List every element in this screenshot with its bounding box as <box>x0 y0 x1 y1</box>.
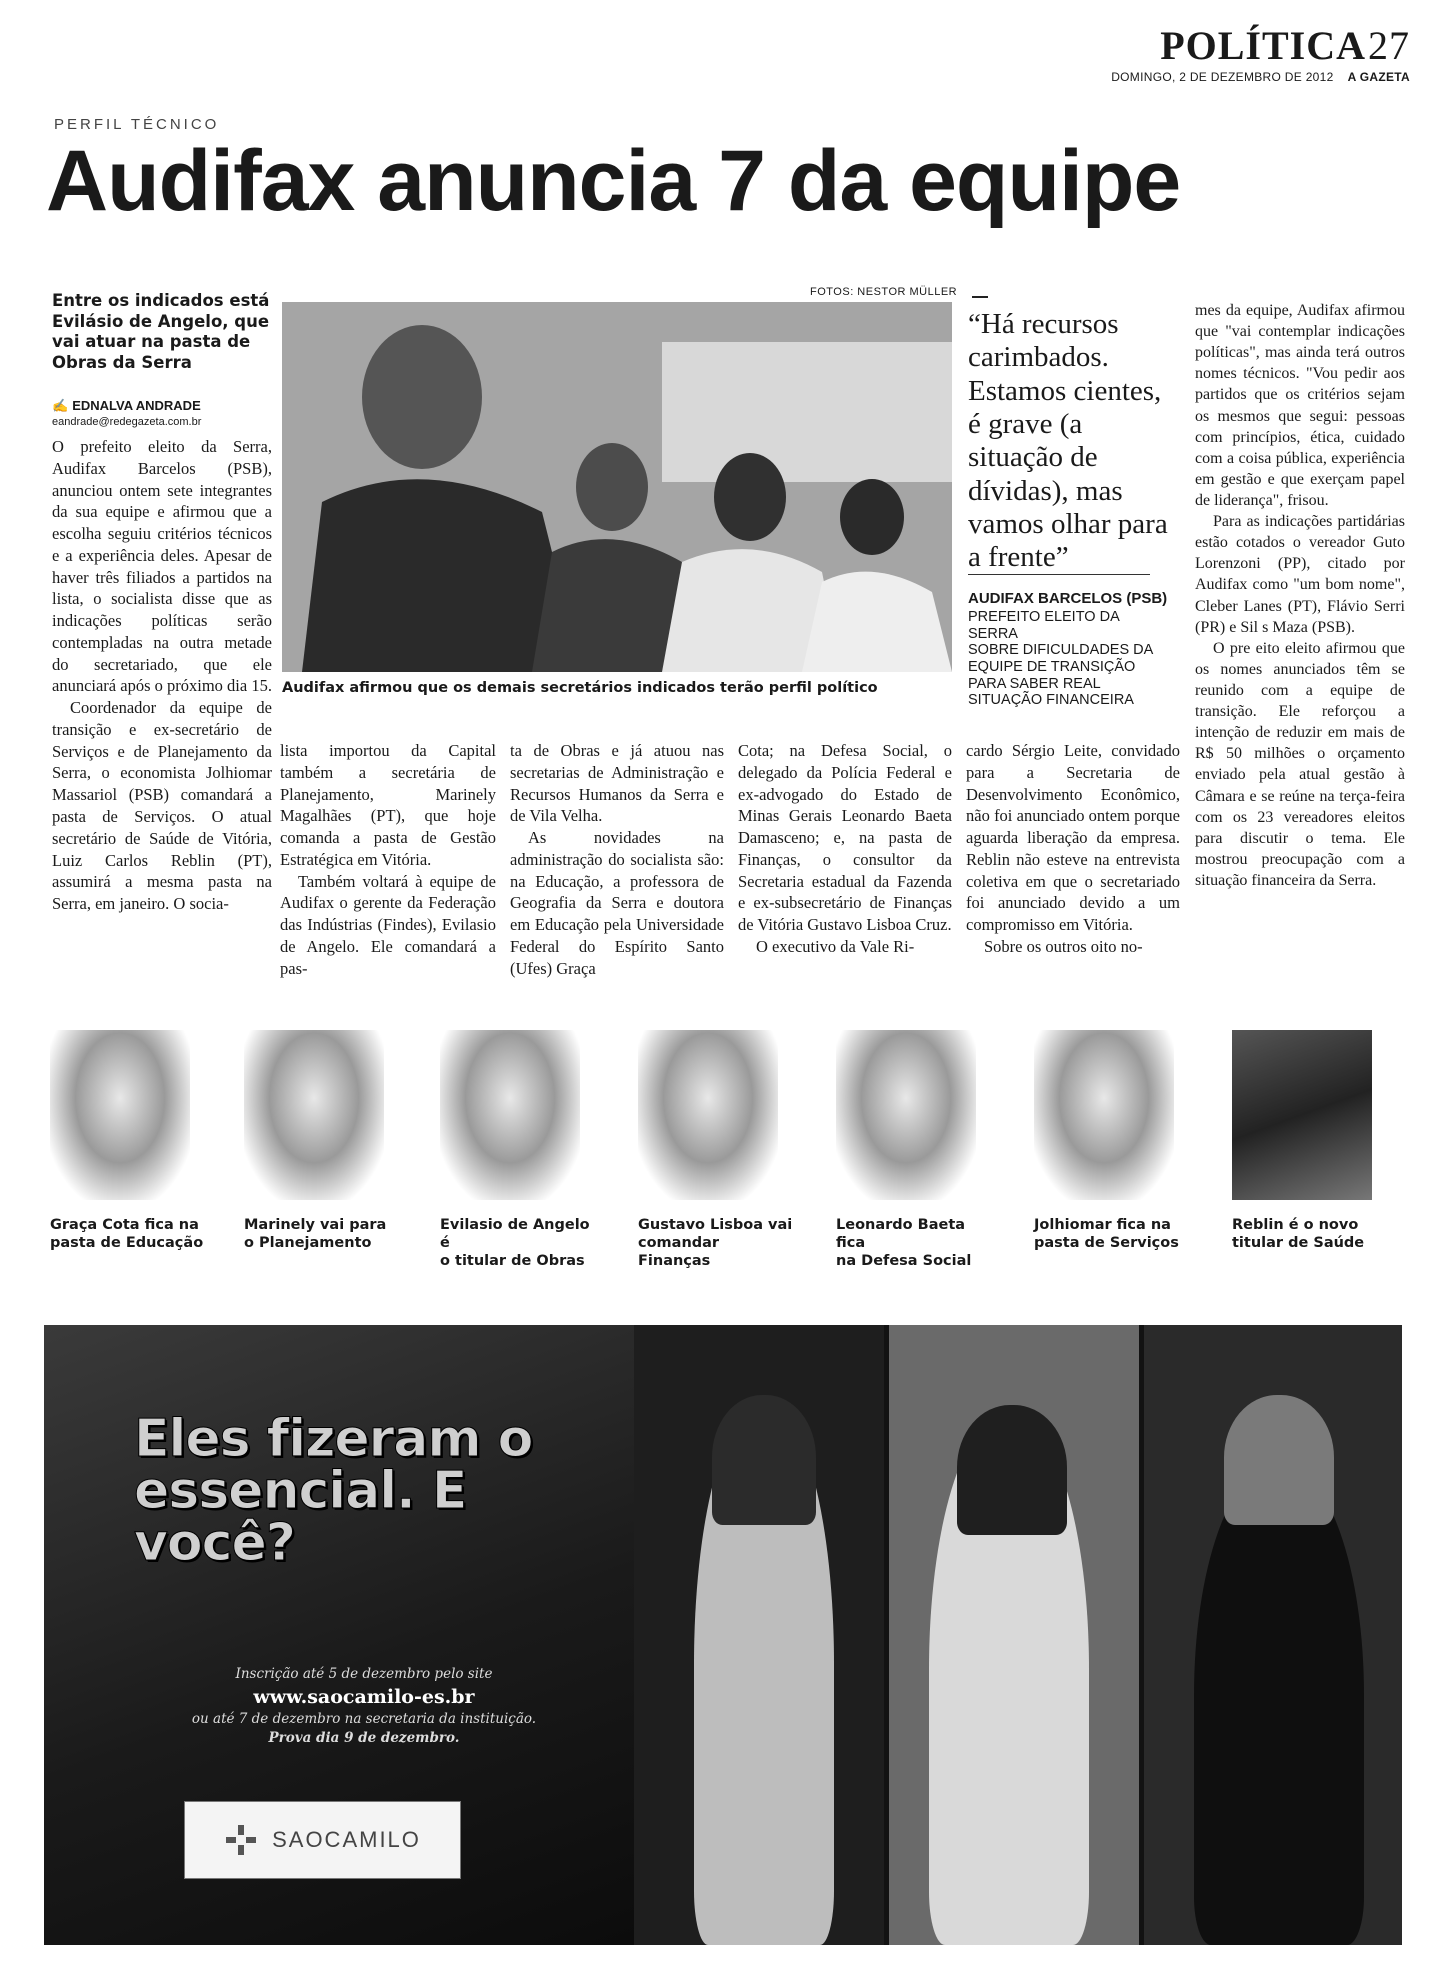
caption-line: Gustavo Lisboa vai <box>638 1217 793 1233</box>
quote-author: AUDIFAX BARCELOS (PSB) <box>968 590 1168 607</box>
ad-headline <box>134 1409 634 1573</box>
ad-info-line: Prova dia 9 de dezembro. <box>268 1730 460 1747</box>
ad-headline-line: Eles fizeram o <box>134 1409 533 1469</box>
caption-line: Jolhiomar fica na <box>1034 1217 1171 1233</box>
caption-line: Leonardo Baeta fica <box>836 1217 966 1252</box>
portrait-photo <box>50 1030 190 1200</box>
paragraph: lista importou da Capital também a secretária de Planejamento, Marinely Magalhães (PT), que hoje comanda a pasta de Gestão Estratégica em Vitória. <box>280 741 496 869</box>
paragraph: O pre eito eleito afirmou que os nomes anunciados têm se reunido com a equipe de transição. Ele reforçou a intenção de reduzir em mais de R$ 50 milhões o orçamento enviado pela atual gestão à Câmara e se reúne na terça-feira com os 23 vereadores eleitos para discutir o tema. Ele mostrou preocupação com a situação financeira da Serra. <box>1195 639 1405 889</box>
pull-quote: “Há recursos carimbados. Estamos cientes, é grave (a situação de dívidas), mas vamos olhar para a frente” <box>968 308 1168 574</box>
ad-headline-line: essencial. E você? <box>134 1461 467 1573</box>
portrait-caption <box>1232 1216 1390 1252</box>
ad-website-link[interactable]: www.saocamilo-es.br <box>253 1685 475 1708</box>
quote-context-line: EQUIPE DE TRANSIÇÃO <box>968 659 1136 676</box>
article-column-1 <box>52 436 272 915</box>
article-column-6 <box>1195 300 1405 891</box>
caption-line: titular de Saúde <box>1232 1235 1365 1252</box>
section-name: POLÍTICA <box>1160 23 1366 68</box>
quote-context-line: SITUAÇÃO FINANCEIRA <box>968 692 1134 709</box>
caption-line: na Defesa Social <box>836 1253 972 1270</box>
portrait-photo <box>440 1030 580 1200</box>
portrait-reblin <box>1232 1030 1390 1252</box>
dateline <box>1111 70 1410 84</box>
portrait-jolhiomar <box>1034 1030 1192 1252</box>
quote-context <box>968 609 1168 709</box>
portrait-photo <box>836 1030 976 1200</box>
portrait-evilasio <box>440 1030 598 1270</box>
ad-photo-2 <box>889 1325 1139 1945</box>
quote-divider <box>968 574 1150 575</box>
caption-line: Graça Cota fica na <box>50 1217 199 1233</box>
ad-photo-1 <box>634 1325 884 1945</box>
cross-logo-icon <box>224 1823 258 1857</box>
article-column-5 <box>966 740 1180 958</box>
portrait-graca-cota <box>50 1030 208 1252</box>
caption-line: comandar Finanças <box>638 1235 720 1270</box>
issue-date: DOMINGO, 2 DE DEZEMBRO DE 2012 <box>1111 70 1334 84</box>
page-number: 27 <box>1368 23 1410 68</box>
paragraph: cardo Sérgio Leite, convidado para a Secretaria de Desenvolvimento Econômico, não foi anunciado ontem porque aguarda liberação da empresa. Reblin não esteve na entrevista coletiva em que o secretariado foi anunciado devido a um compromisso em Vitória. <box>966 741 1180 935</box>
photo-credit: FOTOS: NESTOR MÜLLER <box>810 286 958 298</box>
portrait-caption <box>638 1216 796 1270</box>
caption-line: Marinely vai para <box>244 1217 387 1233</box>
portrait-photo <box>244 1030 384 1200</box>
caption-line: Reblin é o novo <box>1232 1217 1359 1233</box>
caption-line: Evilasio de Angelo é <box>440 1217 590 1252</box>
caption-line: pasta de Serviços <box>1034 1235 1179 1252</box>
author-email: eandrade@redegazeta.com.br <box>52 416 202 428</box>
ad-photo-3 <box>1144 1325 1402 1945</box>
article-column-2 <box>280 740 496 979</box>
caption-line: o titular de Obras <box>440 1253 585 1270</box>
headline: Audifax anuncia 7 da equipe <box>46 133 1181 229</box>
byline <box>52 398 201 414</box>
ad-info-line: ou até 7 de dezembro na secretaria da instituição. <box>191 1711 537 1728</box>
paragraph: Coordenador da equipe de transição e ex-secretário de Serviços e de Planejamento da Serra, o economista Jolhiomar Massariol (PSB) comandará a pasta de Serviços. O atual secretário de Saúde de Vitória, Luiz Carlos Reblin (PT), assumirá a mesma pasta na Serra, em janeiro. O socia- <box>52 698 272 914</box>
portrait-caption <box>836 1216 994 1270</box>
ad-info-line: Inscrição até 5 de dezembro pelo site <box>235 1666 493 1682</box>
lede: Entre os indicados está Evilásio de Angelo, que vai atuar na pasta de Obras da Serra <box>52 291 270 372</box>
paragraph: O executivo da Vale Ri- <box>756 936 915 956</box>
ad-logo <box>184 1801 461 1879</box>
paragraph: As novidades na administração do socialista são: na Educação, a professora de Geografia da Serra e doutora em Educação pela Universidade Federal do Espírito Santo (Ufes) Graça <box>510 828 724 978</box>
portrait-photo <box>638 1030 778 1200</box>
logo-text: SAOCAMILO <box>272 1827 421 1852</box>
caption-line: o Planejamento <box>244 1235 372 1252</box>
portrait-caption <box>50 1216 208 1252</box>
advertisement <box>44 1325 1402 1945</box>
ad-info <box>174 1665 554 1748</box>
kicker: PERFIL TÉCNICO <box>54 116 220 133</box>
caption-line: pasta de Educação <box>50 1235 204 1252</box>
quote-context-line: PARA SABER REAL <box>968 675 1101 692</box>
paragraph: Cota; na Defesa Social, o delegado da Polícia Federal e ex-advogado do Estado de Minas Gerais Leonardo Baeta Damasceno; e, na pasta de Finanças, o consultor da Secretaria estadual da Fazenda e ex-subsecretário de Finanças de Vitória Gustavo Lisboa Cruz. <box>738 741 952 935</box>
portrait-marinely <box>244 1030 402 1252</box>
paragraph: Para as indicações partidárias estão cotados o vereador Guto Lorenzoni (PP), citado por Audifax como "um bom nome", Cleber Lanes (PT), Flávio Serri (PR) e Sil s Maza (PSB). <box>1195 513 1405 636</box>
publication-name: A GAZETA <box>1347 70 1410 84</box>
main-photo <box>282 302 952 672</box>
quote-context-line: SOBRE DIFICULDADES DA <box>968 642 1154 659</box>
paragraph: Sobre os outros oito no- <box>984 936 1143 956</box>
quote-dash <box>972 296 988 298</box>
ad-text-panel <box>44 1325 634 1945</box>
pen-icon: ✍ <box>52 398 69 413</box>
paragraph: Também voltará à equipe de Audifax o gerente da Federação das Indústrias (Findes), Evilasio de Angelo. Ele comandará a pas- <box>280 871 496 978</box>
article-column-4 <box>738 740 952 958</box>
paragraph: O prefeito eleito da Serra, Audifax Barcelos (PSB), anunciou ontem sete integrantes da sua equipe e afirmou que a escolha seguiu critérios técnicos e a experiência deles. Apesar de haver três filiados a partidos na lista, o socialista disse que as indicações políticas serão contempladas na outra metade do secretariado, que ele anunciará após o próximo dia 15. <box>52 437 272 696</box>
portrait-photo <box>1034 1030 1174 1200</box>
portrait-caption <box>1034 1216 1192 1252</box>
portrait-caption <box>244 1216 402 1252</box>
section-title <box>1160 22 1410 69</box>
press-conference-image <box>282 302 952 672</box>
author-name: EDNALVA ANDRADE <box>72 398 201 413</box>
portrait-photo <box>1232 1030 1372 1200</box>
paragraph: ta de Obras e já atuou nas secretarias de Administração e Recursos Humanos da Serra e de Vila Velha. <box>510 741 724 826</box>
photo-caption: Audifax afirmou que os demais secretários indicados terão perfil político <box>282 680 878 696</box>
portrait-caption <box>440 1216 598 1270</box>
portrait-gustavo <box>638 1030 796 1270</box>
portrait-leonardo <box>836 1030 994 1270</box>
paragraph: mes da equipe, Audifax afirmou que "vai contemplar indicações políticas", mas ainda terá outros nomes técnicos. "Vou pedir aos partidos que os critérios sejam os mesmos que segui: pessoas com princípios, ética, cuidado com a coisa pública, experiência em gestão e que exerçam papel de liderança", frisou. <box>1195 302 1405 509</box>
article-column-3 <box>510 740 724 979</box>
quote-context-line: PREFEITO ELEITO DA SERRA <box>968 609 1119 642</box>
